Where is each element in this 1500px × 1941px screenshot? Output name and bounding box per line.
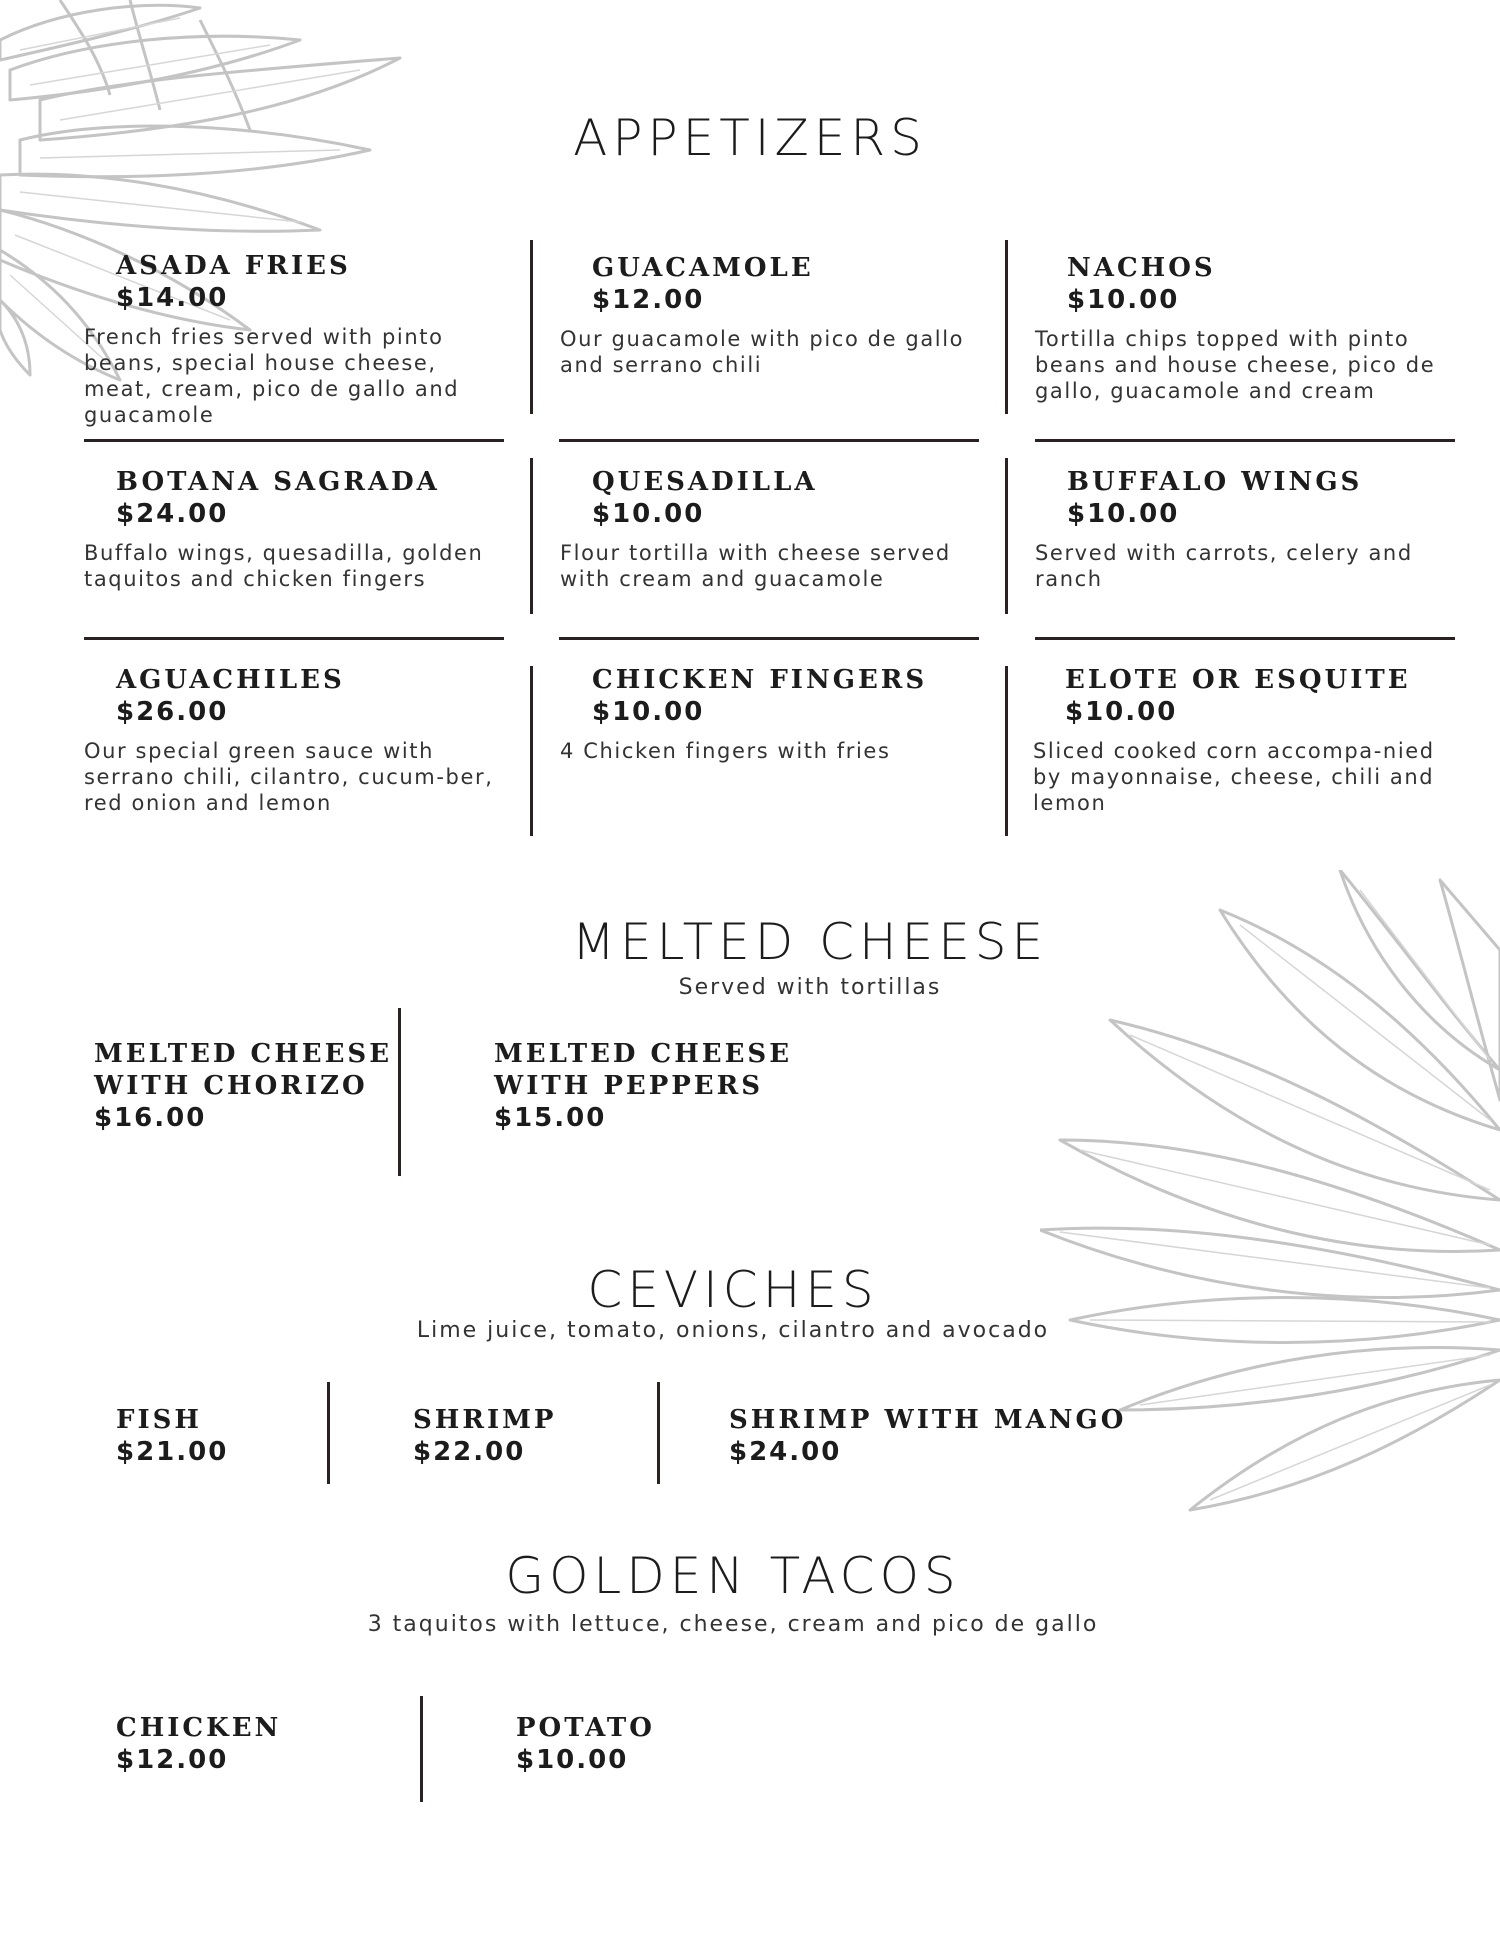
menu-item [1033, 664, 1463, 816]
divider-horizontal [1035, 439, 1455, 442]
item-name: WITH PEPPERS [494, 1071, 763, 1101]
item-price: $15.00 [494, 1103, 607, 1133]
item-price: $14.00 [116, 283, 229, 313]
menu-item [560, 664, 990, 764]
item-description: Flour tortilla with cheese served with cream and guacamole [560, 541, 951, 591]
item-name: ASADA FRIES [116, 251, 351, 281]
item-name: AGUACHILES [116, 665, 345, 695]
menu-item [84, 250, 504, 428]
item-price: $24.00 [116, 499, 229, 529]
item-price: $22.00 [413, 1437, 526, 1467]
divider-vertical [530, 240, 533, 414]
divider-vertical [420, 1696, 423, 1802]
item-name: BOTANA SAGRADA [116, 467, 440, 497]
item-description: Our special green sauce with serrano chili, cilantro, cucum-ber, red onion and lemon [84, 739, 494, 815]
menu-item [1035, 252, 1465, 404]
item-name: MELTED CHEESE [494, 1039, 793, 1069]
item-name: SHRIMP WITH MANGO [729, 1405, 1127, 1435]
item-name: CHICKEN FINGERS [592, 665, 928, 695]
item-description: 4 Chicken fingers with fries [560, 739, 891, 763]
divider-vertical [1005, 240, 1008, 414]
menu-item [729, 1404, 1126, 1468]
item-description: Tortilla chips topped with pinto beans and house cheese, pico de gallo, guacamole and cream [1035, 327, 1436, 403]
item-price: $10.00 [516, 1745, 629, 1775]
item-name: ELOTE OR ESQUITE [1065, 665, 1411, 695]
divider-horizontal [84, 637, 504, 640]
item-description: Served with carrots, celery and ranch [1035, 541, 1413, 591]
menu-item [84, 466, 504, 592]
item-name: BUFFALO WINGS [1067, 467, 1363, 497]
melted-cheese-title: MELTED CHEESE [571, 913, 1049, 971]
item-price: $10.00 [1067, 499, 1180, 529]
divider-horizontal [559, 637, 979, 640]
item-price: $24.00 [729, 1437, 842, 1467]
melted-cheese-subtitle: Served with tortillas [678, 975, 942, 1000]
menu-item [116, 1712, 281, 1776]
divider-vertical [657, 1382, 660, 1484]
item-name: NACHOS [1067, 253, 1216, 283]
menu-item [84, 664, 504, 816]
menu-item [413, 1404, 556, 1468]
menu-item [494, 1038, 792, 1134]
item-name: POTATO [516, 1713, 655, 1743]
item-price: $10.00 [592, 697, 705, 727]
menu-item [94, 1038, 392, 1134]
item-description: Buffalo wings, quesadilla, golden taquitos and chicken fingers [84, 541, 484, 591]
item-price: $16.00 [94, 1103, 207, 1133]
divider-vertical [1005, 458, 1008, 614]
item-name: SHRIMP [413, 1405, 557, 1435]
appetizers-title: APPETIZERS [573, 109, 927, 167]
item-price: $10.00 [1067, 285, 1180, 315]
divider-vertical [530, 666, 533, 836]
golden-tacos-title: GOLDEN TACOS [505, 1547, 961, 1605]
item-price: $10.00 [592, 499, 705, 529]
menu-item [1035, 466, 1465, 592]
item-description: French fries served with pinto beans, special house cheese, meat, cream, pico de gallo and guacamole [84, 325, 460, 427]
menu-item [560, 252, 990, 378]
item-price: $21.00 [116, 1437, 229, 1467]
ceviches-subtitle: Lime juice, tomato, onions, cilantro and avocado [416, 1318, 1050, 1343]
item-price: $26.00 [116, 697, 229, 727]
item-price: $12.00 [116, 1745, 229, 1775]
item-name: CHICKEN [116, 1713, 282, 1743]
divider-vertical [530, 458, 533, 614]
menu-item [116, 1404, 228, 1468]
item-name: WITH CHORIZO [94, 1071, 368, 1101]
divider-vertical [1005, 666, 1008, 836]
item-description: Our guacamole with pico de gallo and serrano chili [560, 327, 965, 377]
divider-vertical [398, 1008, 401, 1176]
golden-tacos-subtitle: 3 taquitos with lettuce, cheese, cream and pico de gallo [367, 1612, 1099, 1637]
item-description: Sliced cooked corn accompa-nied by mayonnaise, cheese, chili and lemon [1033, 739, 1435, 815]
divider-horizontal [559, 439, 979, 442]
item-name: QUESADILLA [592, 467, 818, 497]
ceviches-title: CEVICHES [587, 1261, 879, 1319]
menu-item [560, 466, 1000, 592]
item-name: FISH [116, 1405, 202, 1435]
divider-horizontal [1035, 637, 1455, 640]
divider-horizontal [84, 439, 504, 442]
menu-item [516, 1712, 655, 1776]
divider-vertical [327, 1382, 330, 1484]
item-name: MELTED CHEESE [94, 1039, 393, 1069]
item-price: $10.00 [1065, 697, 1178, 727]
item-name: GUACAMOLE [592, 253, 814, 283]
item-price: $12.00 [592, 285, 705, 315]
